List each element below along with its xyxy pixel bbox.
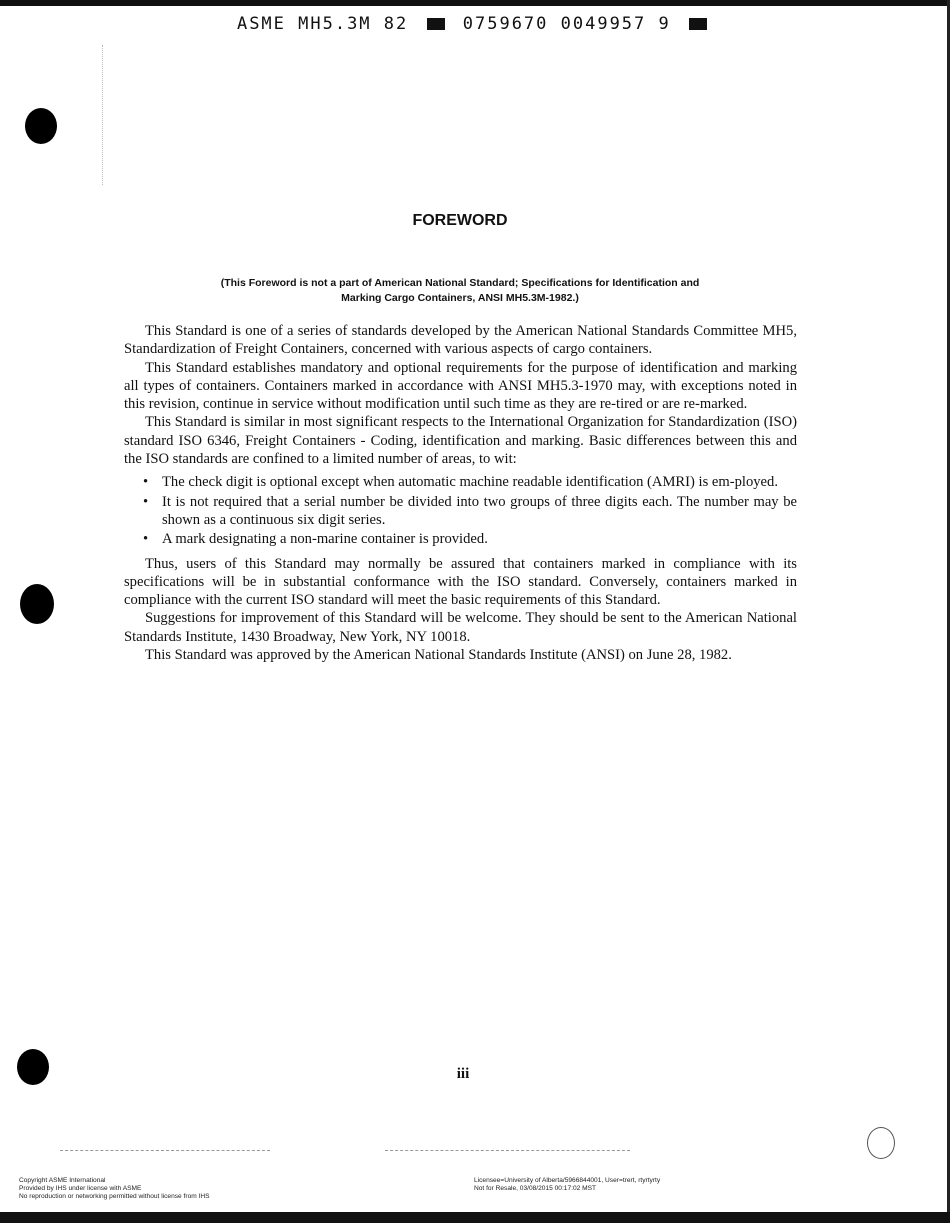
circle-stamp-icon xyxy=(867,1127,895,1159)
foreword-note-line-1: (This Foreword is not a part of American National Standard; Specifications for Identification and xyxy=(220,277,700,289)
header-code-right: 9 xyxy=(658,14,671,34)
footer-right-line-2: Not for Resale, 03/08/2015 00:17:02 MST xyxy=(474,1185,597,1192)
punch-hole-middle xyxy=(20,584,54,624)
list-item: • It is not required that a serial number be divided into two groups of three digits each. The number may be shown as a continuous six digit series. xyxy=(124,493,797,530)
foreword-note-line-2: Marking Cargo Containers, ANSI MH5.3M-1982.) xyxy=(341,292,579,304)
paragraph-2: This Standard establishes mandatory and optional requirements for the purpose of identification and marking all types of containers. Containers marked in accordance with ANSI MH5.3-1970 may, with exceptions noted in this revision, continue in service without modification until such time as they are re-tired or are re-marked. xyxy=(124,359,797,413)
footer-copyright xyxy=(19,1177,210,1201)
punch-hole-top xyxy=(25,108,57,144)
differences-list xyxy=(124,473,797,548)
page-number: iii xyxy=(456,1066,470,1082)
page-title: FOREWORD xyxy=(412,212,508,229)
list-item: • A mark designating a non-marine container is provided. xyxy=(124,530,797,548)
paragraph-3: This Standard is similar in most significant respects to the International Organization for Standardization (ISO) standard ISO 6346, Freight Containers - Coding, identification and marking. Basic differences between this and the ISO standards are confined to a limited number of areas, to wit: xyxy=(124,414,797,468)
foreword-note xyxy=(140,276,780,306)
foreword-body xyxy=(124,322,797,664)
header-code-left: ASME MH5.3M 82 xyxy=(236,14,409,34)
footer-license xyxy=(474,1177,660,1193)
paragraph-4: Thus, users of this Standard may normally be assured that containers marked in compliance with its specifications will be in substantial conformance with the ISO standard. Conversely, containers marked in compliance with the current ISO standard will meet the basic requirements of this Standard. xyxy=(124,555,797,609)
footer-right-line-1: Licensee=University of Alberta/5966844001, User=trert, rtyrtyrty xyxy=(474,1177,661,1184)
paragraph-1: This Standard is one of a series of standards developed by the American National Standards Committee MH5, Standardization of Freight Containers, concerned with various aspects of cargo containers. xyxy=(124,323,797,358)
paragraph-6: This Standard was approved by the American National Standards Institute (ANSI) on June 28, 1982. xyxy=(145,647,732,664)
footer-left-line-3: No reproduction or networking permitted without license from IHS xyxy=(19,1193,210,1200)
footer-left-line-1: Copyright ASME International xyxy=(19,1177,106,1184)
header-block-mark xyxy=(427,18,445,30)
paragraph-5: Suggestions for improvement of this Standard will be welcome. They should be sent to the American National Standards Institute, 1430 Broadway, New York, NY 10018. xyxy=(124,610,797,645)
footer-left-line-2: Provided by IHS under license with ASME xyxy=(19,1185,142,1192)
scan-edge-top xyxy=(0,0,950,6)
scan-dotted-mark xyxy=(102,45,105,185)
header-block-mark-end xyxy=(689,18,707,30)
list-item: • The check digit is optional except when automatic machine readable identification (AMRI) is em-ployed. xyxy=(124,473,797,491)
scan-edge-bottom xyxy=(0,1212,950,1223)
header-code-mid: 0759670 0049957 xyxy=(462,14,647,34)
scan-dash-center xyxy=(385,1150,630,1151)
scan-dash-left xyxy=(60,1150,270,1151)
header-code xyxy=(0,14,950,34)
